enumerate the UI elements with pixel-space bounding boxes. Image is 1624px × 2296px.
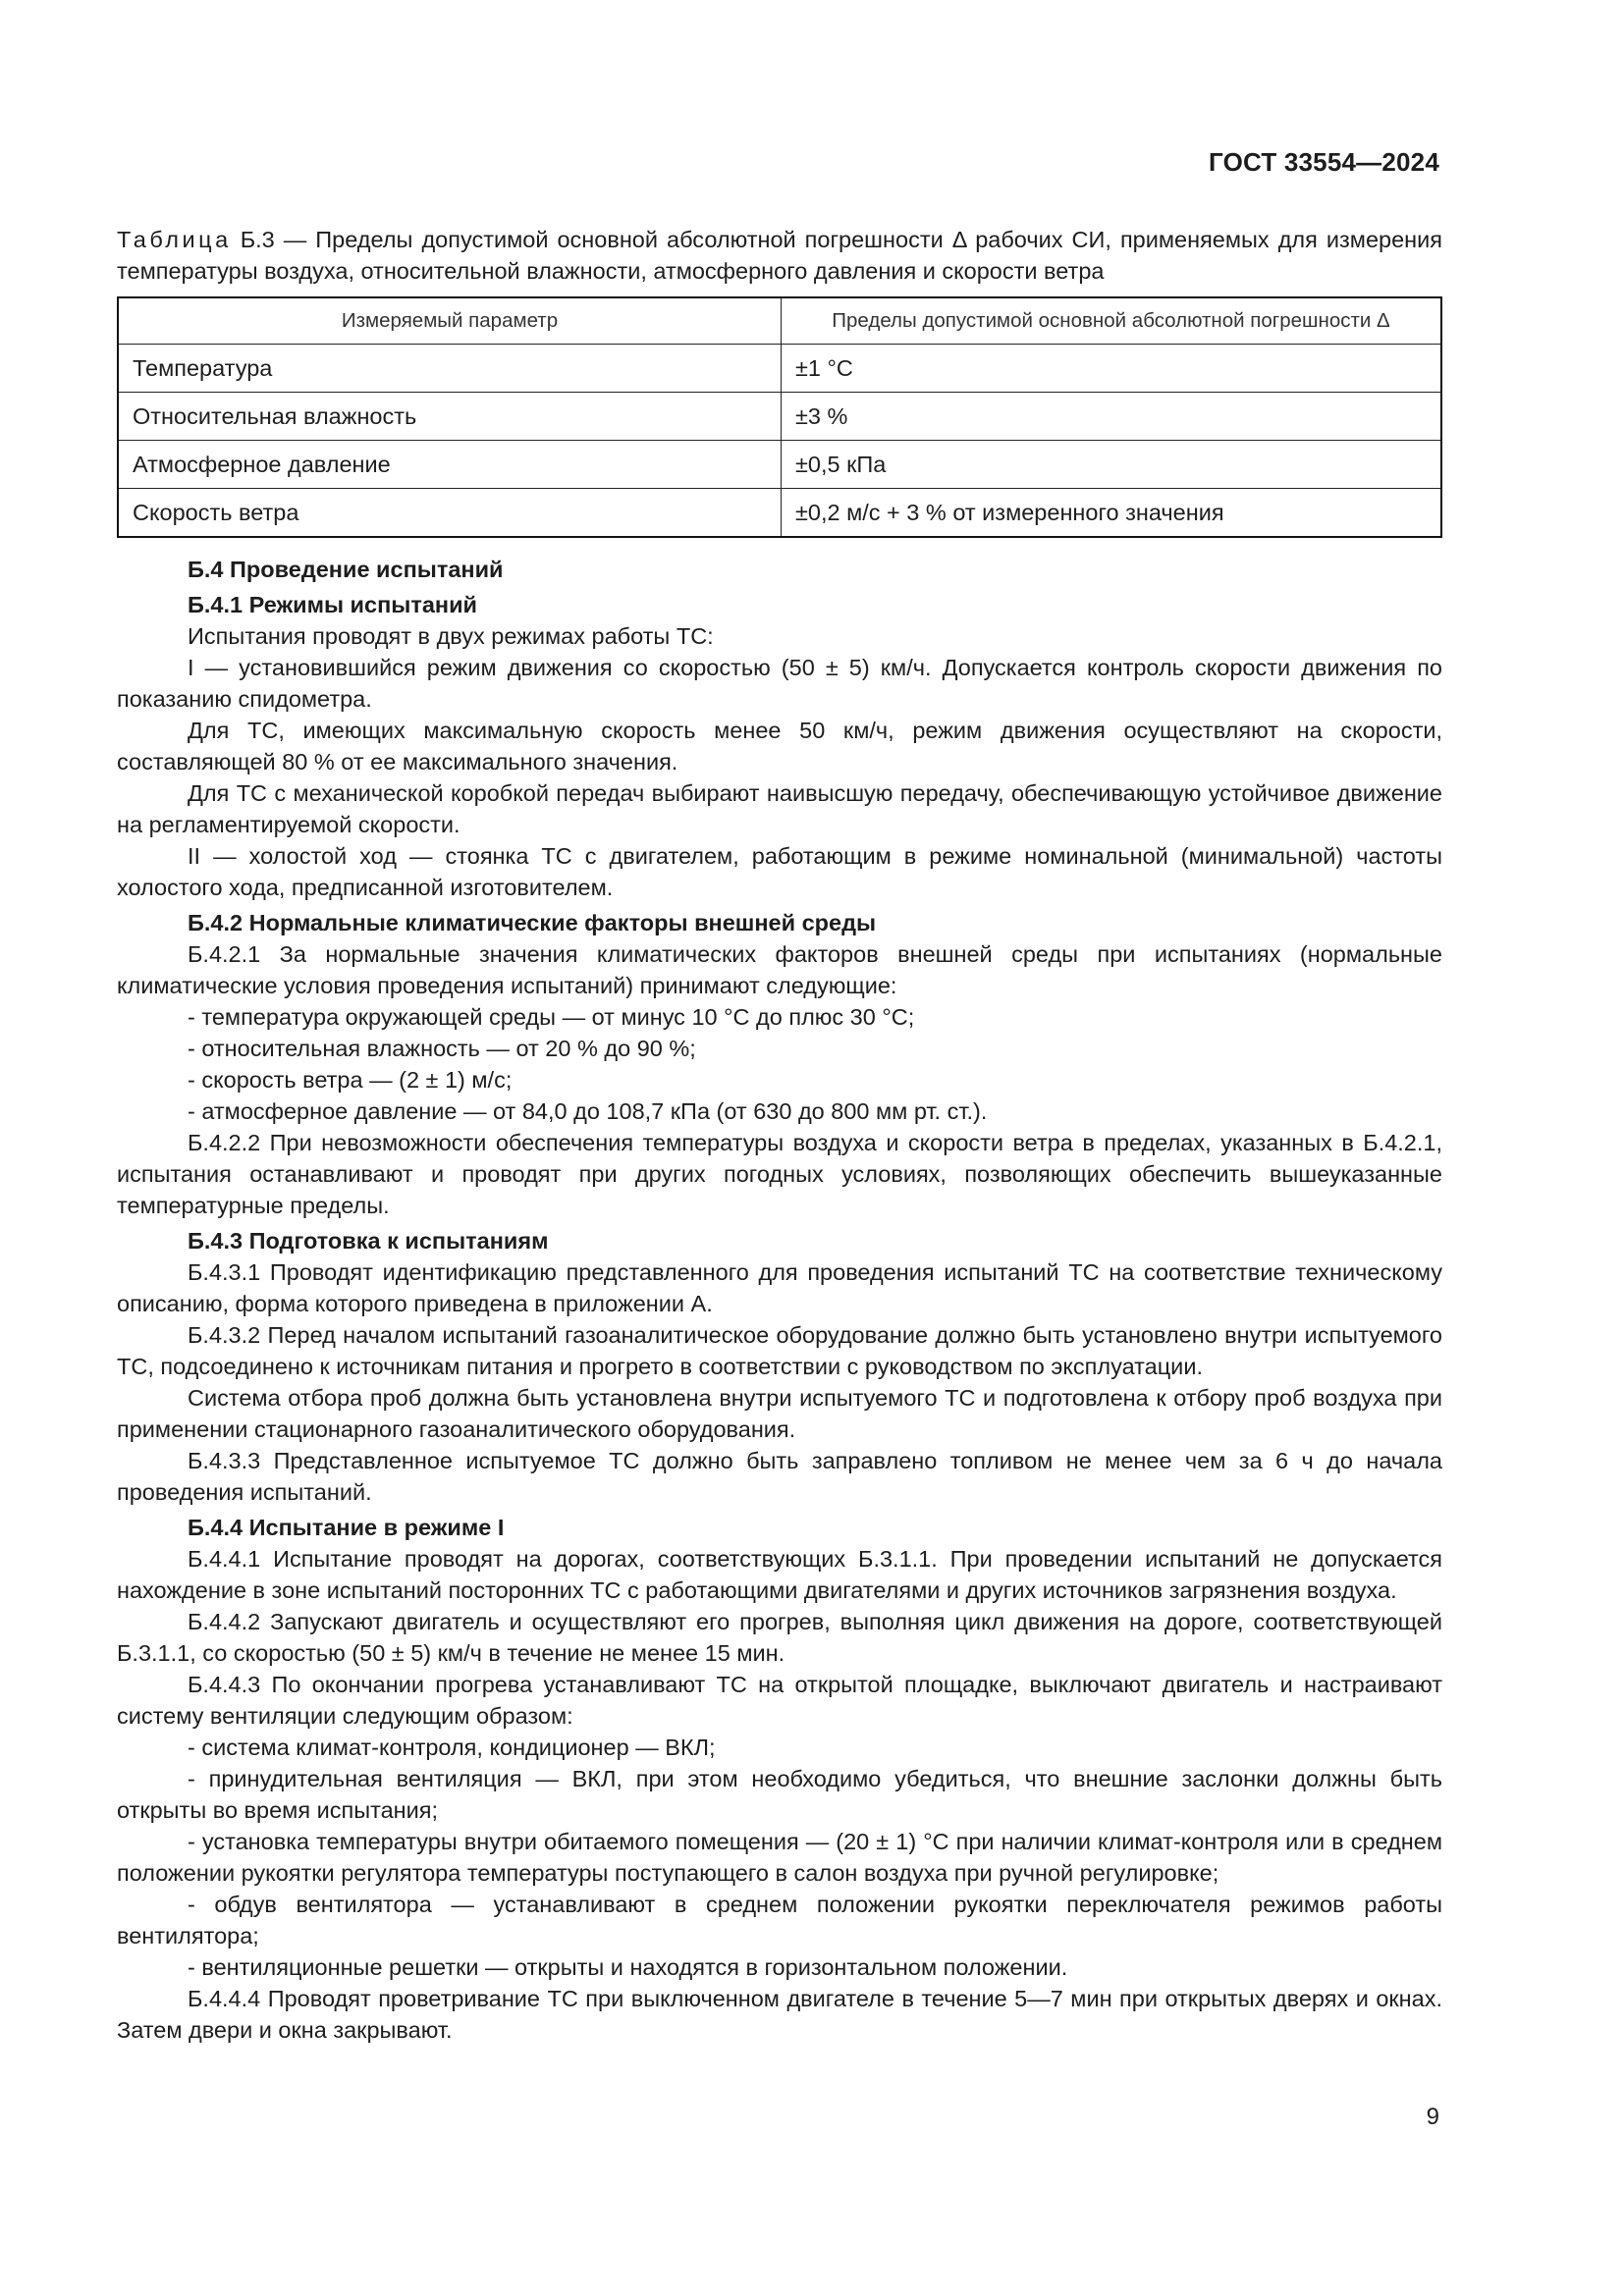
table-cell-parameter: Температура <box>118 345 782 393</box>
paragraph: - система климат-контроля, кондиционер — ВКЛ; <box>188 1735 716 1760</box>
table-cell-limit: ±0,2 м/с + 3 % от измеренного значения <box>782 489 1442 538</box>
paragraph: - атмосферное давление — от 84,0 до 108,7 кПа (от 630 до 800 мм рт. ст.). <box>188 1098 988 1124</box>
table-row <box>118 393 1441 441</box>
table-header-cell: Пределы допустимой основной абсолютной погрешности Δ <box>782 297 1442 345</box>
table-cell-limit: ±1 °С <box>782 345 1442 393</box>
paragraph: Система отбора проб должна быть установлена внутри испытуемого ТС и подготовлена к отбору проб воздуха при применении стационарного газоаналитического оборудования. <box>117 1385 1442 1442</box>
section-heading: Б.4.3 Подготовка к испытаниям <box>188 1228 549 1254</box>
table-caption-text: Б.3 — Пределы допустимой основной абсолютной погрешности Δ рабочих СИ, применяемых для измерения температуры воздуха, относительной влажности, атмосферного давления и скорости ветра <box>117 227 1442 284</box>
document-header: ГОСТ 33554—2024 <box>1209 147 1439 177</box>
paragraph: II — холостой ход — стоянка ТС с двигателем, работающим в режиме номинальной (минимальной) частоты холостого хода, предписанной изготовителем. <box>117 843 1442 900</box>
table-row <box>118 441 1441 489</box>
table-row <box>118 345 1441 393</box>
table-header-row <box>118 297 1441 345</box>
paragraph: Испытания проводят в двух режимах работы ТС: <box>188 623 714 649</box>
table-cell-limit: ±0,5 кПа <box>782 441 1442 489</box>
table-cell-limit: ±3 % <box>782 393 1442 441</box>
paragraph: Для ТС, имеющих максимальную скорость менее 50 км/ч, режим движения осуществляют на скорости, составляющей 80 % от ее максимального значения. <box>117 718 1442 774</box>
document-body <box>117 224 1442 2046</box>
paragraph: I — установившийся режим движения со скоростью (50 ± 5) км/ч. Допускается контроль скорости движения по показанию спидометра. <box>117 655 1442 712</box>
section-heading: Б.4.4 Испытание в режиме I <box>188 1515 505 1540</box>
paragraph: - установка температуры внутри обитаемого помещения — (20 ± 1) °С при наличии климат-контроля или в среднем положении рукоятки регулятора температуры поступающего в салон воздуха при ручной регулировке; <box>117 1829 1442 1886</box>
paragraph: Б.4.4.3 По окончании прогрева устанавливают ТС на открытой площадке, выключают двигатель и настраивают систему вентиляции следующим образом: <box>117 1672 1442 1729</box>
paragraph: - обдув вентилятора — устанавливают в среднем положении рукоятки переключателя режимов работы вентилятора; <box>117 1892 1442 1949</box>
table-caption-label: Таблица <box>117 227 232 252</box>
paragraph: - относительная влажность — от 20 % до 90 %; <box>188 1036 696 1061</box>
paragraph: Б.4.2.1 За нормальные значения климатических факторов внешней среды при испытаниях (нормальные климатические условия проведения испытаний) принимают следующие: <box>117 941 1442 998</box>
section-heading: Б.4.1 Режимы испытаний <box>188 592 478 617</box>
paragraph: - температура окружающей среды — от минус 10 °С до плюс 30 °С; <box>188 1004 915 1030</box>
paragraph: Б.4.4.2 Запускают двигатель и осуществляют его прогрев, выполняя цикл движения на дороге, соответствующей Б.3.1.1, со скоростью (50 ± 5) км/ч в течение не менее 15 мин. <box>117 1609 1442 1666</box>
paragraph: Б.4.4.4 Проводят проветривание ТС при выключенном двигателе в течение 5—7 мин при открытых дверях и окнах. Затем двери и окна закрывают. <box>117 1986 1442 2043</box>
paragraph: - вентиляционные решетки — открыты и находятся в горизонтальном положении. <box>188 1954 1068 1980</box>
table-cell-parameter: Атмосферное давление <box>118 441 782 489</box>
section-heading: Б.4.2 Нормальные климатические факторы внешней среды <box>188 910 877 935</box>
paragraph: Б.4.3.3 Представленное испытуемое ТС должно быть заправлено топливом не менее чем за 6 ч до начала проведения испытаний. <box>117 1448 1442 1505</box>
table-header-cell: Измеряемый параметр <box>118 297 782 345</box>
paragraph: Б.4.3.1 Проводят идентификацию представленного для проведения испытаний ТС на соответствие техническому описанию, форма которого приведена в приложении А. <box>117 1259 1442 1316</box>
error-limits-table <box>117 296 1442 538</box>
paragraph: - принудительная вентиляция — ВКЛ, при этом необходимо убедиться, что внешние заслонки должны быть открыты во время испытания; <box>117 1766 1442 1823</box>
section-heading: Б.4 Проведение испытаний <box>188 557 504 582</box>
paragraph: Б.4.2.2 При невозможности обеспечения температуры воздуха и скорости ветра в пределах, указанных в Б.4.2.1, испытания останавливают и проводят при других погодных условиях, позволяющих обеспечить вышеуказанные температурные пределы. <box>117 1130 1442 1218</box>
paragraph: Для ТС с механической коробкой передач выбирают наивысшую передачу, обеспечивающую устойчивое движение на регламентируемой скорости. <box>117 780 1442 837</box>
table-cell-parameter: Относительная влажность <box>118 393 782 441</box>
paragraph: Б.4.3.2 Перед началом испытаний газоаналитическое оборудование должно быть установлено внутри испытуемого ТС, подсоединено к источникам питания и прогрето в соответствии с руководством по эксплуатации. <box>117 1322 1442 1379</box>
paragraph: - скорость ветра — (2 ± 1) м/с; <box>188 1067 513 1093</box>
paragraph: Б.4.4.1 Испытание проводят на дорогах, соответствующих Б.3.1.1. При проведении испытаний не допускается нахождение в зоне испытаний посторонних ТС с работающими двигателями и других источников загрязнения воздуха. <box>117 1546 1442 1603</box>
table-row <box>118 489 1441 538</box>
table-caption <box>117 224 1442 287</box>
paragraphs <box>117 554 1442 2046</box>
page-number: 9 <box>1426 2104 1439 2130</box>
table-cell-parameter: Скорость ветра <box>118 489 782 538</box>
